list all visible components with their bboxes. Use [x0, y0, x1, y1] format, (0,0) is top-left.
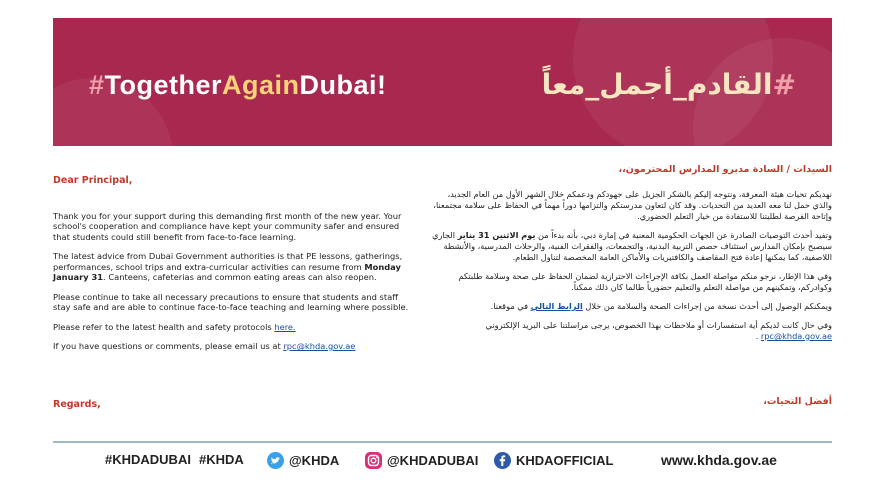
instagram-handle[interactable]: @KHDADUBAI [365, 452, 478, 469]
hashtag-english: #TogetherAgainDubai! [89, 70, 387, 100]
email-link-arabic[interactable]: rpc@khda.gov.ae [760, 331, 832, 341]
arabic-paragraph: وتفيد أحدث التوصيات الصادرة عن الجهات الحكومية المعنية في إمارة دبي، بأنه بدءاً من يوم الاثنين 31 يناير الجاري سيصبح بإمكان المدارس استئناف حصص التربية البدنية، والتجمعات، والفقرات الفنية، والرحلات المدرسية، والأنشطة اللاصفية، كما يمكنها إعادة فتح المقاصف والكافتيريات والأماكن العامة المخصصة لتناول الطعام. [432, 230, 832, 262]
footer-divider [53, 441, 832, 443]
footer [53, 446, 832, 474]
arabic-greeting: السيدات / السادة مديرو المدارس المحترمون،، [618, 164, 832, 175]
protocols-link[interactable]: here. [274, 321, 296, 332]
twitter-handle[interactable]: @KHDA [267, 452, 339, 469]
english-paragraph: Please refer to the latest health and safety protocols here. [53, 321, 296, 332]
website-link[interactable]: www.khda.gov.ae [661, 452, 777, 468]
email-link[interactable]: rpc@khda.gov.ae [283, 341, 356, 351]
english-paragraph: Please continue to take all necessary precautions to ensure that students and staff stay safe and are able to continue face-to-face teaching and learning where possible. [53, 291, 409, 312]
english-greeting: Dear Principal, [53, 175, 133, 186]
facebook-icon [494, 452, 511, 469]
facebook-handle[interactable]: KHDAOFFICIAL [494, 452, 614, 469]
english-signoff: Regards, [53, 399, 101, 410]
arabic-paragraph: وفي حال كانت لديكم أية استفسارات أو ملاحظات بهذا الخصوص، يرجى مراسلتنا على البريد الإلكتروني rpc@khda.gov.ae . [485, 320, 832, 341]
arabic-paragraph: ويمكنكم الوصول إلى أحدث نسخة من إجراءات الصحة والسلامة من خلال الرابط التالي في موقعنا. [490, 301, 832, 311]
twitter-icon [267, 452, 284, 469]
instagram-icon [365, 452, 382, 469]
english-paragraph: Thank you for your support during this demanding first month of the new year. Your school's cooperation and compliance have kept your community safer and ensured that students could still benefit from face-to-face learning. [53, 210, 402, 242]
hashtag-arabic: #القادم_أجمل_معاً [541, 68, 796, 101]
newsletter-page [53, 18, 832, 498]
banner [53, 18, 832, 146]
english-paragraph: If you have questions or comments, please email us at rpc@khda.gov.ae [53, 341, 356, 351]
protocols-link-arabic[interactable]: الرابط التالي [530, 301, 583, 311]
hashtag-khdadubai: #KHDADUBAI [105, 452, 191, 467]
hashtag-khda: #KHDA [199, 452, 244, 467]
arabic-signoff: أفضل التحيات، [763, 396, 832, 407]
arabic-paragraph: وفي هذا الإطار، نرجو منكم مواصلة العمل بكافة الإجراءات الاحترازية لضمان الحفاظ على صحة وسلامة طلبتكم وكوادركم، وتمكينهم من مواصلة التعلم والتعليم حضورياً طالما كان ذلك ممكناً. [458, 271, 832, 292]
arabic-letter [432, 164, 832, 350]
arabic-paragraph: نهديكم تحيات هيئة المعرفة، ونتوجه إليكم بالشكر الجزيل على جهودكم ودعمكم خلال الشهر الأول من العام الجديد، والذي حمل لنا معه العديد من التحديات. وقد كان لتعاون مدرستكم والتزامها دوراً مهماً في الحفاظ على سلامة مجتمعنا، وإتاحة الفرصة لطلبتنا للاستفادة من خيار التعلم الحضوري. [433, 189, 832, 221]
english-letter [53, 176, 413, 361]
english-paragraph: The latest advice from Dubai Government authorities is that PE lessons, gatherings, performances, school trips and extra-curricular activities can resume from Monday January 31. Canteens, cafeterias and common eating areas can also reopen. [53, 251, 403, 282]
